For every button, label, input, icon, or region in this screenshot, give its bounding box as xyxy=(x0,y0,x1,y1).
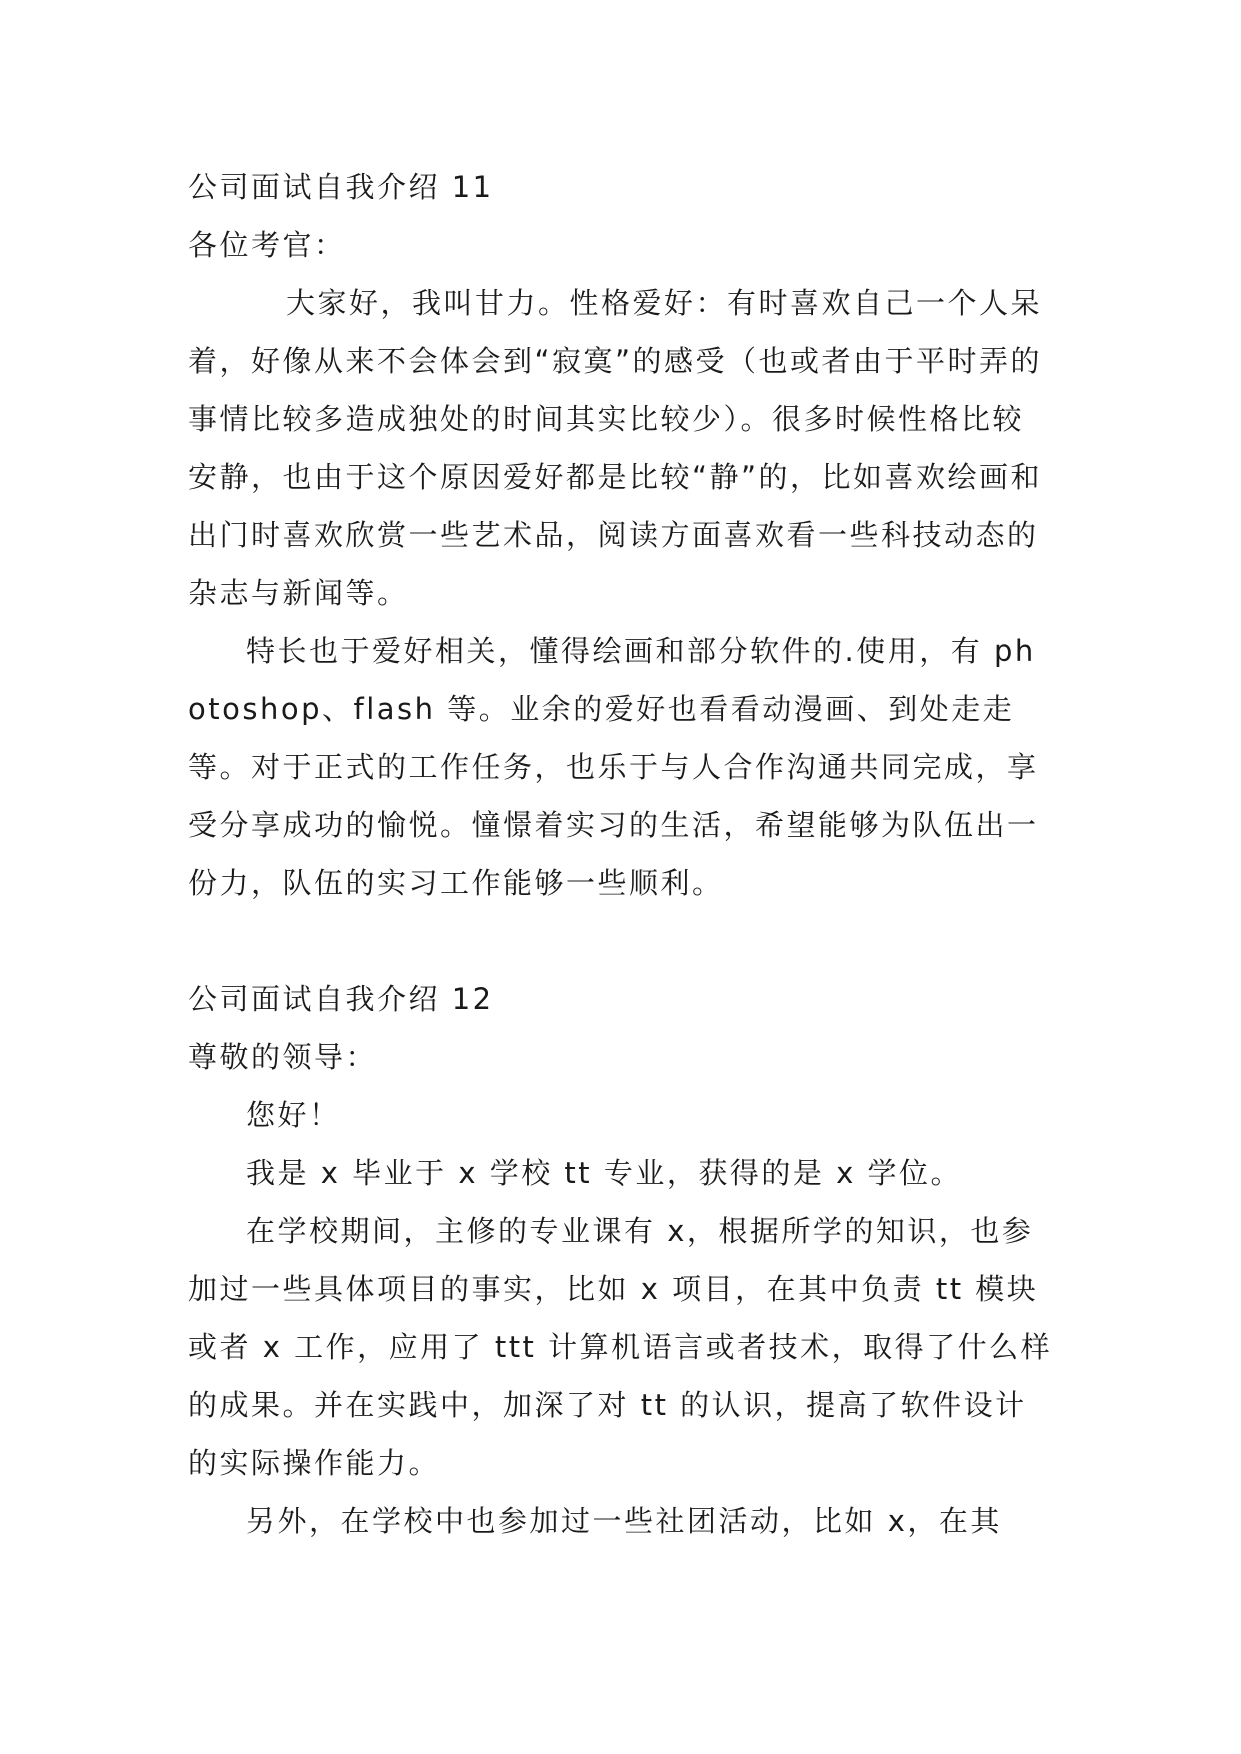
paragraph: 我是 x 毕业于 x 学校 tt 专业，获得的是 x 学位。 xyxy=(246,1156,962,1190)
document-body xyxy=(188,158,1054,1550)
paragraph: 特长也于爱好相关，懂得绘画和部分软件的.使用，有 photoshop、flash 等。业余的爱好也看看动漫画、到处走走等。对于正式的工作任务，也乐于与人合作沟通共同完成，享受分享成功的愉悦。憧憬着实习的生活，希望能够为队伍出一份力，队伍的实习工作能够一些顺利。 xyxy=(188,634,1039,900)
paragraph: 大家好，我叫甘力。性格爱好：有时喜欢自己一个人呆着，好像从来不会体会到“寂寞”的感受（也或者由于平时弄的事情比较多造成独处的时间其实比较少）。很多时候性格比较安静，也由于这个原因爱好都是比较“静”的，比如喜欢绘画和出门时喜欢欣赏一些艺术品，阅读方面喜欢看一些科技动态的杂志与新闻等。 xyxy=(188,286,1043,610)
paragraph: 另外，在学校中也参加过一些社团活动，比如 x，在其 xyxy=(246,1504,1002,1538)
paragraph: 您好！ xyxy=(246,1098,341,1132)
section-heading: 公司面试自我介绍 11 xyxy=(188,170,494,204)
salutation: 尊敬的领导： xyxy=(188,1040,378,1074)
section-heading: 公司面试自我介绍 12 xyxy=(188,982,494,1016)
paragraph: 在学校期间，主修的专业课有 x，根据所学的知识，也参加过一些具体项目的事实，比如 x 项目，在其中负责 tt 模块或者 x 工作，应用了 ttt 计算机语言或者技术，取得了什么样的成果。并在实践中，加深了对 tt 的认识，提高了软件设计的实际操作能力。 xyxy=(188,1214,1053,1480)
section-intro-12 xyxy=(188,970,1054,1550)
section-intro-11 xyxy=(188,158,1054,912)
salutation: 各位考官： xyxy=(188,228,346,262)
